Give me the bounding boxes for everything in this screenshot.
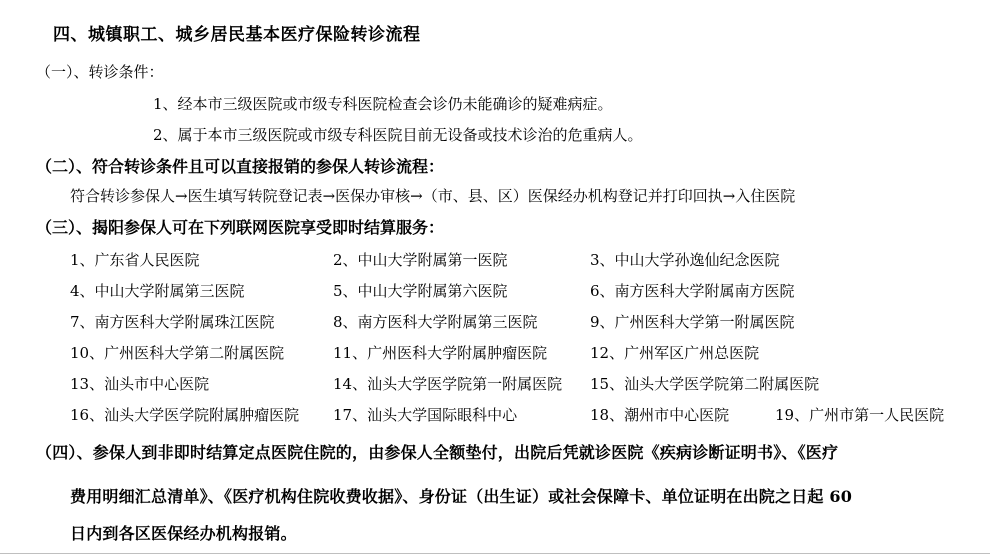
hospital-item: 11、广州医科大学附属肿瘤医院 bbox=[333, 344, 548, 362]
hospital-item: 9、广州医科大学第一附属医院 bbox=[590, 313, 795, 331]
hospital-item: 3、中山大学孙逸仙纪念医院 bbox=[590, 251, 780, 269]
section2-heading: （二）、符合转诊条件且可以直接报销的参保人转诊流程： bbox=[36, 157, 445, 176]
hospital-item: 18、潮州市中心医院 bbox=[590, 406, 730, 424]
section1-heading: （一）、转诊条件： bbox=[36, 63, 164, 81]
hospital-item: 13、汕头市中心医院 bbox=[70, 375, 210, 393]
hospital-item: 17、汕头大学国际眼科中心 bbox=[333, 406, 518, 424]
hospital-item: 12、广州军区广州总医院 bbox=[590, 344, 760, 362]
hospital-item: 19、广州市第一人民医院 bbox=[775, 406, 945, 424]
hospital-item: 5、中山大学附属第六医院 bbox=[333, 282, 508, 300]
hospital-item: 6、南方医科大学附属南方医院 bbox=[590, 282, 795, 300]
section4-paragraph-line: 费用明细汇总清单》、《医疗机构住院收费收据》、身份证（出生证）或社会保障卡、单位证明在出院之日起 60 bbox=[70, 487, 853, 506]
page-title: 四、城镇职工、城乡居民基本医疗保险转诊流程 bbox=[53, 25, 421, 45]
hospital-item: 2、中山大学附属第一医院 bbox=[333, 251, 508, 269]
hospital-item: 1、广东省人民医院 bbox=[70, 251, 200, 269]
hospital-item: 10、广州医科大学第二附属医院 bbox=[70, 344, 285, 362]
bottom-divider bbox=[0, 553, 990, 554]
condition-item: 2、属于本市三级医院或市级专科医院目前无设备或技术诊治的危重病人。 bbox=[153, 126, 643, 144]
section3-heading: （三）、揭阳参保人可在下列联网医院享受即时结算服务： bbox=[36, 218, 445, 237]
hospital-item: 4、中山大学附属第三医院 bbox=[70, 282, 245, 300]
condition-item: 1、经本市三级医院或市级专科医院检查会诊仍未能确诊的疑难病症。 bbox=[153, 95, 613, 113]
section4-paragraph-line: （四）、参保人到非即时结算定点医院住院的，由参保人全额垫付，出院后凭就诊医院《疾病诊断证明书》、《医疗 bbox=[36, 443, 839, 462]
referral-flow: 符合转诊参保人→医生填写转院登记表→医保办审核→（市、县、区）医保经办机构登记并打印回执→入住医院 bbox=[70, 187, 796, 205]
hospital-item: 16、汕头大学医学院附属肿瘤医院 bbox=[70, 406, 300, 424]
hospital-item: 14、汕头大学医学院第一附属医院 bbox=[333, 375, 563, 393]
hospital-item: 15、汕头大学医学院第二附属医院 bbox=[590, 375, 820, 393]
section4-paragraph-line: 日内到各区医保经办机构报销。 bbox=[70, 524, 297, 543]
hospital-item: 8、南方医科大学附属第三医院 bbox=[333, 313, 538, 331]
hospital-item: 7、南方医科大学附属珠江医院 bbox=[70, 313, 275, 331]
